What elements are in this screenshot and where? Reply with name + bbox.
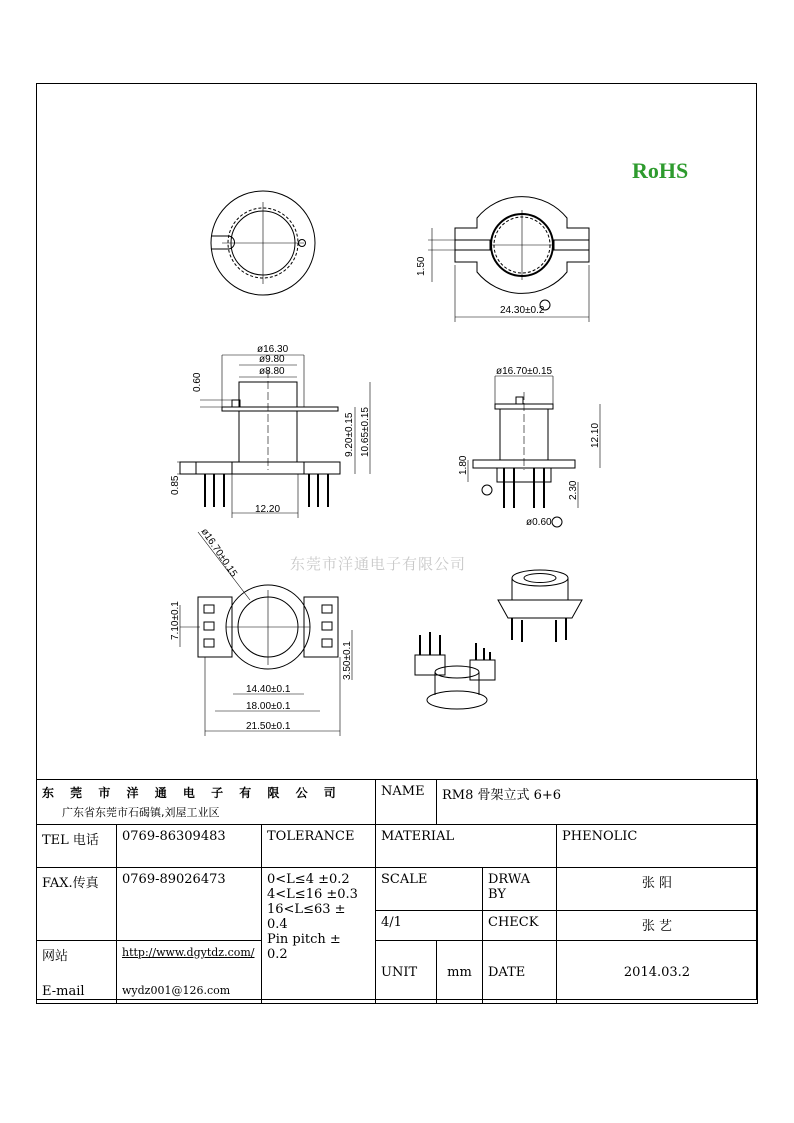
web-email-labels [37, 941, 117, 1004]
dim-0-85: 0.85 [170, 475, 181, 495]
rohs-mark: RoHS [632, 158, 689, 183]
top-view-ring [211, 191, 315, 295]
dim-12-10: 12.10 [590, 422, 601, 448]
name-label: NAME [376, 780, 437, 825]
dim-14-40: 14.40±0.1 [246, 684, 291, 695]
check-value: 张 艺 [557, 911, 758, 941]
tolerance-line-5: Pin pitch ± [267, 932, 341, 947]
tel-value: 0769-86309483 [117, 825, 262, 868]
top-view-flange [428, 197, 589, 322]
email-label: E-mail [42, 984, 85, 999]
dim-dia-9-80: ø9.80 [259, 354, 285, 365]
company-address: 广东省东莞市石碣镇,刘屋工业区 [62, 806, 220, 819]
unit-value: mm [437, 941, 483, 1004]
dim-2-30: 2.30 [568, 480, 579, 500]
dim-9-20: 9.20±0.15 [344, 412, 355, 457]
material-label: MATERIAL [376, 825, 557, 868]
web-email-values [117, 941, 262, 1004]
date-value: 2014.03.2 [557, 941, 758, 1004]
dim-18-00: 18.00±0.1 [246, 701, 291, 712]
side-view [468, 376, 600, 527]
dim-21-50: 21.50±0.1 [246, 721, 291, 732]
tolerance-label: TOLERANCE [262, 825, 376, 868]
dim-24-30: 24.30±0.2 [500, 305, 545, 316]
dim-3-50: 3.50±0.1 [342, 641, 353, 680]
tolerance-line-4: 0.4 [267, 917, 288, 932]
tolerance-line-1: 0<L≤4 ±0.2 [267, 872, 350, 887]
fax-label: FAX.传真 [37, 868, 117, 941]
web-label: 网站 [42, 949, 69, 964]
tolerance-line-2: 4<L≤16 ±0.3 [267, 887, 358, 902]
company-watermark: 东莞市洋通电子有限公司 [290, 555, 467, 573]
material-value: PHENOLIC [557, 825, 758, 868]
drawn-by-value: 张 阳 [557, 868, 758, 911]
dim-dia-0-60-pin: ø0.60 [526, 517, 552, 528]
drawn-by-label: DRWA BY [483, 868, 557, 911]
fax-value: 0769-89026473 [117, 868, 262, 941]
dim-dia-16-30: ø16.30 [257, 344, 289, 355]
name-value: RM8 骨架立式 6+6 [437, 780, 758, 825]
dim-0-60: 0.60 [192, 372, 203, 392]
front-view [177, 355, 370, 518]
company-cell [37, 780, 376, 825]
date-label: DATE [483, 941, 557, 1004]
scale-label: SCALE [376, 868, 483, 911]
tolerance-line-3: 16<L≤63 ± [267, 902, 346, 917]
unit-label: UNIT [376, 941, 437, 1004]
dim-1-80: 1.80 [458, 455, 469, 475]
check-label: CHECK [483, 911, 557, 941]
isometric-view-top [498, 570, 582, 642]
dim-dia-16-70-diag: ø16.70±0.15 [198, 526, 239, 580]
dim-dia-8-80: ø8.80 [259, 366, 285, 377]
website-link[interactable]: http://www.dgytdz.com/ [122, 946, 255, 959]
dim-dia-16-70-side: ø16.70±0.15 [496, 366, 553, 377]
tel-label: TEL 电话 [37, 825, 117, 868]
isometric-view-bottom [415, 632, 495, 709]
dim-7-10: 7.10±0.1 [170, 601, 181, 640]
title-block [36, 779, 758, 1004]
dim-10-65: 10.65±0.15 [360, 407, 371, 457]
email-value: wydz001@126.com [122, 984, 231, 997]
dim-12-20: 12.20 [255, 504, 281, 515]
scale-value: 4/1 [376, 911, 483, 941]
tolerance-values [262, 868, 376, 1004]
company-name: 东 莞 市 洋 通 电 子 有 限 公 司 [42, 786, 342, 800]
dim-1-50: 1.50 [416, 256, 427, 276]
tolerance-line-6: 0.2 [267, 947, 288, 962]
